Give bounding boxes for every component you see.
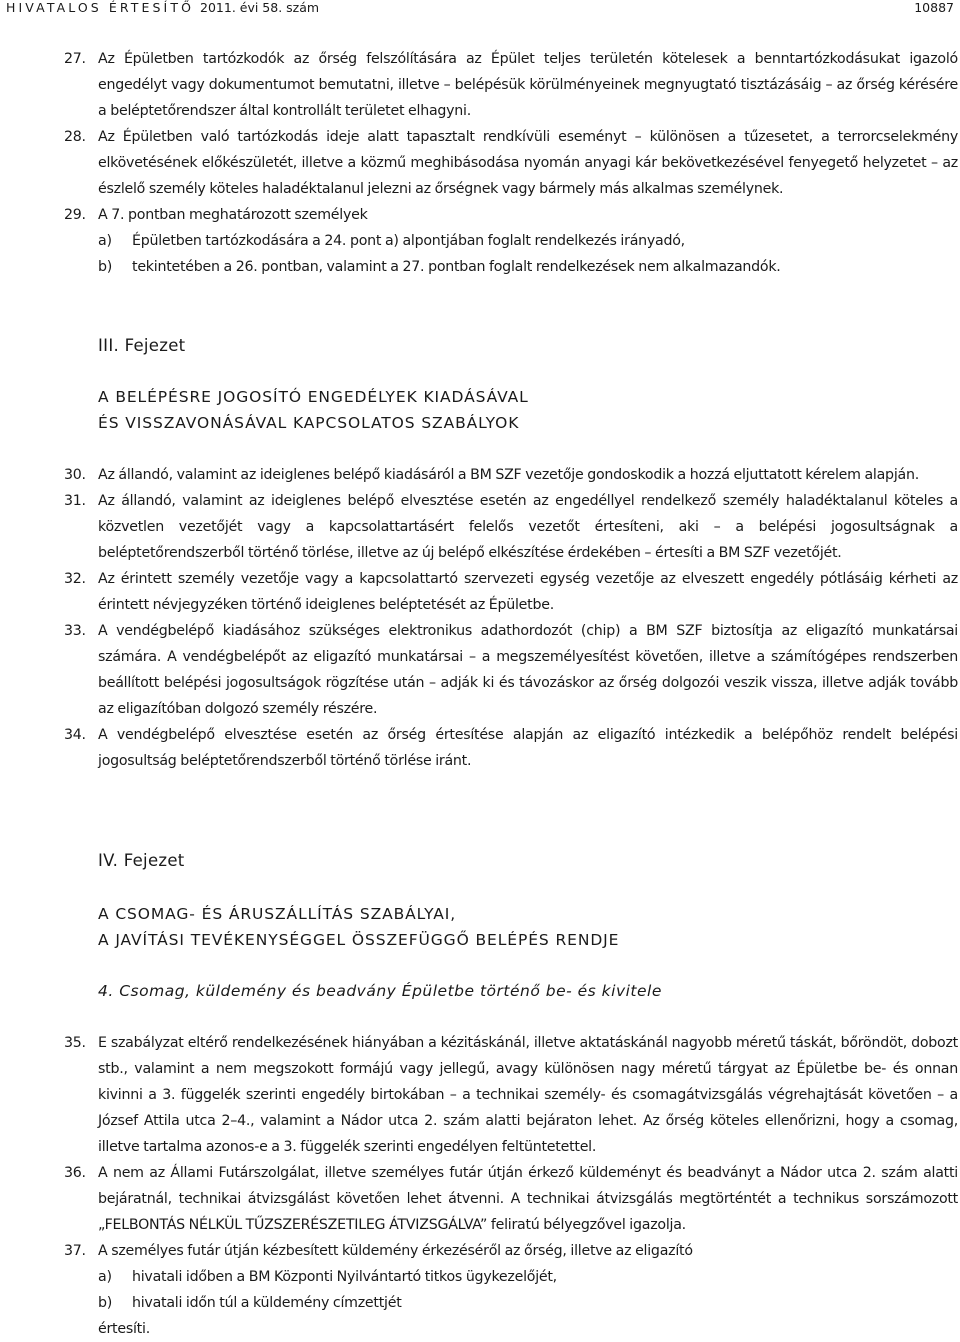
point-35 <box>64 1030 958 1160</box>
subpoint-29-b <box>64 254 958 280</box>
section-points-27-29 <box>64 46 958 280</box>
point-36 <box>64 1160 958 1238</box>
subpoint-letter: a) <box>98 1269 112 1285</box>
subpoint-text: Épületben tartózkodására a 24. pont a) alpontjában foglalt rendelkezés irányadó, <box>132 233 685 249</box>
subpoint-text: hivatali időn túl a küldemény címzettjét <box>132 1295 402 1311</box>
point-31 <box>64 488 958 566</box>
header-left <box>6 0 319 16</box>
point-number: 32. <box>64 571 86 587</box>
point-text: Az állandó, valamint az ideiglenes belépő kiadásáról a BM SZF vezetője gondoskodik a hozzá eljuttatott kérelem alapján. <box>98 467 919 483</box>
point-32 <box>64 566 958 618</box>
point-text: E szabályzat eltérő rendelkezésének hiányában a kézitáskánál, illetve aktatáskánál nagyobb méretű táskát, bőröndöt, dobozt stb., valamint a nem megszokott formájú vagy jellegű, avagy különösen nagy méretű tárgyat az Épületbe be- és onnan kivinni a 3. függelék szerinti engedély birtokában – a technikai személy- és csomagátvizsgálás végrehajtását követően – a József Attila utca 2–4., valamint a Nádor utca 2. szám alatti bejáraton lehet. Az őrség köteles ellenőrizni, hogy a csomag, illetve tartalma azonos-e a 3. függelék szerinti engedélyen feltüntetettel. <box>98 1035 958 1155</box>
point-number: 33. <box>64 623 86 639</box>
point-28 <box>64 124 958 202</box>
point-number: 29. <box>64 207 86 223</box>
point-33 <box>64 618 958 722</box>
point-37-trailing-text: értesíti. <box>98 1321 150 1337</box>
subpoint-37-b <box>64 1290 958 1316</box>
point-text: Az érintett személy vezetője vagy a kapcsolattartó szervezeti egység vezetője az elveszett engedély pótlásáig kérheti az érintett névjegyzéken történő ideiglenes beléptetését az Épületbe. <box>98 571 958 613</box>
subpoint-29-a <box>64 228 958 254</box>
point-number: 28. <box>64 129 86 145</box>
point-29 <box>64 202 958 228</box>
point-number: 30. <box>64 467 86 483</box>
section-points-30-34 <box>64 462 958 774</box>
subpoint-text: hivatali időben a BM Központi Nyilvántartó titkos ügykezelőjét, <box>132 1269 557 1285</box>
point-37 <box>64 1238 958 1264</box>
point-number: 27. <box>64 51 86 67</box>
chapter-4-subtitle: 4. Csomag, küldemény és beadvány Épületbe történő be- és kivitele <box>98 982 662 1000</box>
point-number: 37. <box>64 1243 86 1259</box>
point-text: A személyes futár útján kézbesített küldemény érkezéséről az őrség, illetve az eligazító <box>98 1243 693 1259</box>
point-27 <box>64 46 958 124</box>
subpoint-text: tekintetében a 26. pontban, valamint a 27. pontban foglalt rendelkezések nem alkalmazandók. <box>132 259 781 275</box>
chapter-3-title-line-2: ÉS VISSZAVONÁSÁVAL KAPCSOLATOS SZABÁLYOK <box>98 414 520 432</box>
page-number: 10887 <box>914 0 954 15</box>
point-text: Az Épületben való tartózkodás ideje alatt tapasztalt rendkívüli eseményt – különösen a tűzesetet, a terrorcselekmény elkövetésének előkészületét, illetve a közmű meghibásodása nyomán anyagi kár bekövetkezésével fenyegető helyzetet – az észlelő személy köteles haladéktalanul jelezni az őrségnek vagy bármely más alkalmas személynek. <box>98 129 958 197</box>
point-text: A vendégbelépő elvesztése esetén az őrség értesítése alapján az eligazító intézkedik a belépőhöz rendelt belépési jogosultság beléptetőrendszerből történő törlése iránt. <box>98 727 958 769</box>
running-header <box>6 0 954 16</box>
point-30 <box>64 462 958 488</box>
point-text: A vendégbelépő kiadásához szükséges elektronikus adathordozót (chip) a BM SZF biztosítja az eligazító munkatársai számára. A vendégbelépőt az eligazító munkatársai – a megszemélyesítést követően, illetve a számítógépes rendszerben beállított belépési jogosultságok rögzítése után – adják ki és távozáskor az őrség dolgozói veszik vissza, illetve adják tovább az eligazítóban dolgozó személy részére. <box>98 623 958 717</box>
point-34 <box>64 722 958 774</box>
point-number: 31. <box>64 493 86 509</box>
point-number: 34. <box>64 727 86 743</box>
subpoint-letter: b) <box>98 259 113 275</box>
journal-name: HIVATALOS ÉRTESÍTŐ <box>6 0 195 15</box>
point-text: Az állandó, valamint az ideiglenes belépő elvesztése esetén az engedéllyel rendelkező személy haladéktalanul köteles a közvetlen vezetőjét vagy a kapcsolattartásért felelős vezetőt értesíteni, aki – a belépési jogosultságnak a beléptetőrendszerből történő törlése, illetve az új belépő elkészítése érdekében – értesíti a BM SZF vezetőjét. <box>98 493 958 561</box>
chapter-3-title-line-1: A BELÉPÉSRE JOGOSÍTÓ ENGEDÉLYEK KIADÁSÁVAL <box>98 388 529 406</box>
subpoint-letter: b) <box>98 1295 113 1311</box>
chapter-4-title-line-1: A CSOMAG- ÉS ÁRUSZÁLLÍTÁS SZABÁLYAI, <box>98 905 457 923</box>
issue-label: 2011. évi 58. szám <box>200 0 320 15</box>
chapter-3-label: III. Fejezet <box>98 336 186 355</box>
point-text: A nem az Állami Futárszolgálat, illetve személyes futár útján érkező küldeményt és beadványt a Nádor utca 2. szám alatti bejáratnál, technikai átvizsgálást követően lehet átvenni. A technikai átvizsgálás megtörténtét a technikus sorszámozott „FELBONTÁS NÉLKÜL TŰZSZERÉSZETILEG ÁTVIZSGÁLVA” feliratú bélyegzővel igazolja. <box>98 1165 958 1233</box>
section-points-35-37 <box>64 1030 958 1342</box>
subpoint-37-a <box>64 1264 958 1290</box>
subpoint-letter: a) <box>98 233 112 249</box>
chapter-4-title-line-2: A JAVÍTÁSI TEVÉKENYSÉGGEL ÖSSZEFÜGGŐ BELÉPÉS RENDJE <box>98 931 620 949</box>
point-number: 35. <box>64 1035 86 1051</box>
chapter-4-label: IV. Fejezet <box>98 851 185 870</box>
point-text: Az Épületben tartózkodók az őrség felszólítására az Épület teljes területén kötelesek a benntartózkodásukat igazoló engedélyt vagy dokumentumot bemutatni, illetve – belépésük körülményeinek megnyugtató tisztázásáig – az őrség kérésére a beléptetőrendszer által kontrollált területet elhagyni. <box>98 51 958 119</box>
point-text: A 7. pontban meghatározott személyek <box>98 207 368 223</box>
point-number: 36. <box>64 1165 86 1181</box>
